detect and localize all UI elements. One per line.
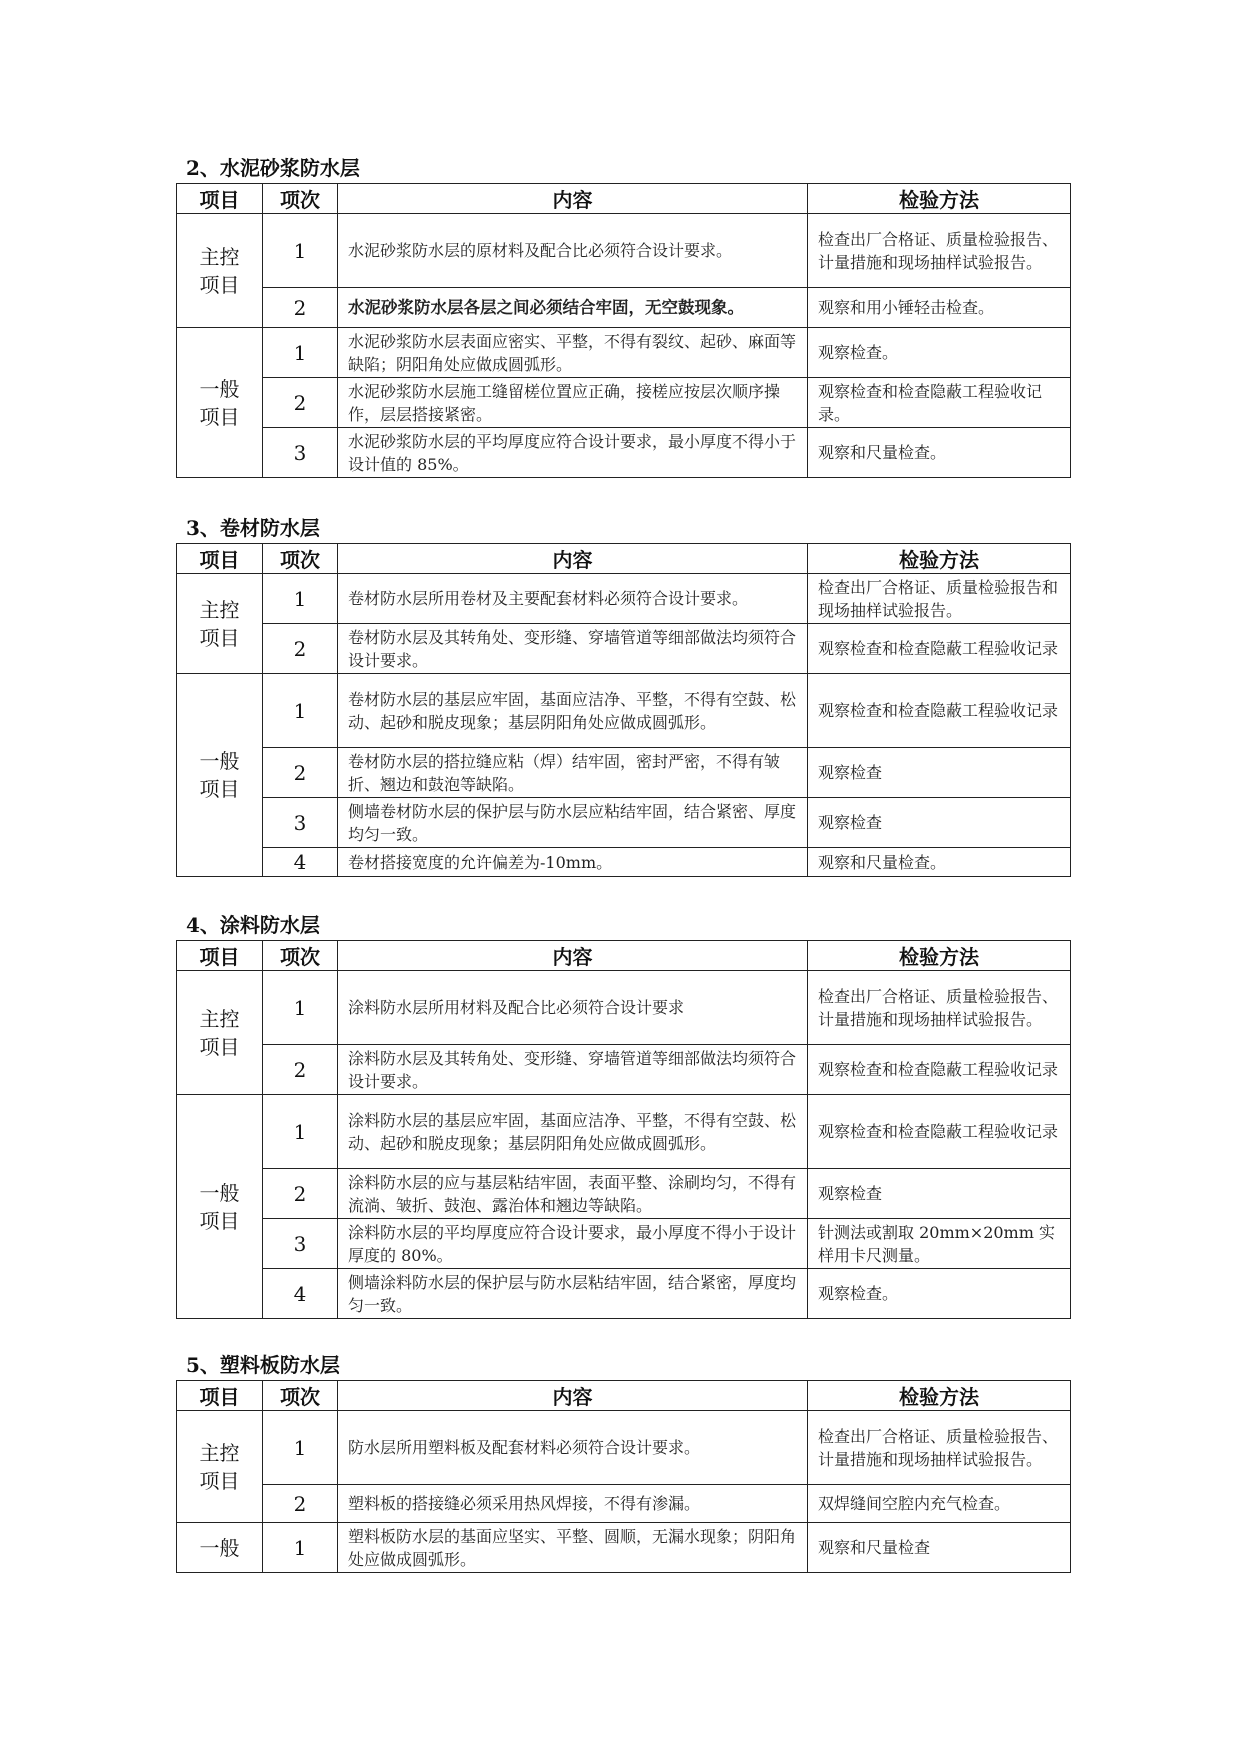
table-row <box>177 288 1071 328</box>
row-number: 2 <box>263 378 338 428</box>
table-row <box>177 798 1071 848</box>
row-method: 观察检查和检查隐蔽工程验收记录 <box>808 1095 1071 1169</box>
header-method: 检验方法 <box>808 1381 1071 1411</box>
row-content: 水泥砂浆防水层的平均厚度应符合设计要求，最小厚度不得小于设计值的 85%。 <box>338 428 808 478</box>
row-content: 水泥砂浆防水层表面应密实、平整，不得有裂纹、起砂、麻面等缺陷；阴阳角处应做成圆弧形。 <box>338 328 808 378</box>
header-no: 项次 <box>263 1381 338 1411</box>
row-method: 双焊缝间空腔内充气检查。 <box>808 1485 1071 1523</box>
table-row <box>177 1219 1071 1269</box>
row-content: 涂料防水层的平均厚度应符合设计要求，最小厚度不得小于设计厚度的 80%。 <box>338 1219 808 1269</box>
table-row <box>177 1045 1071 1095</box>
group-label: 一般 项目 <box>177 674 263 877</box>
row-number: 2 <box>263 1485 338 1523</box>
row-number: 2 <box>263 288 338 328</box>
row-number: 1 <box>263 971 338 1045</box>
row-method: 观察和尺量检查。 <box>808 428 1071 478</box>
group-label: 一般 <box>177 1523 263 1573</box>
row-content: 侧墙卷材防水层的保护层与防水层应粘结牢固，结合紧密、厚度均匀一致。 <box>338 798 808 848</box>
table-row <box>177 848 1071 877</box>
row-number: 1 <box>263 574 338 624</box>
group-label: 一般 项目 <box>177 328 263 478</box>
table-row <box>177 674 1071 748</box>
row-number: 1 <box>263 214 338 288</box>
header-method: 检验方法 <box>808 941 1071 971</box>
row-content: 涂料防水层的应与基层粘结牢固，表面平整、涂刷均匀，不得有流淌、皱折、鼓泡、露治体和翘边等缺陷。 <box>338 1169 808 1219</box>
row-method: 观察检查和检查隐蔽工程验收记录 <box>808 674 1071 748</box>
row-content: 卷材防水层的搭拉缝应粘（焊）结牢固，密封严密，不得有皱折、翘边和鼓泡等缺陷。 <box>338 748 808 798</box>
row-number: 3 <box>263 798 338 848</box>
row-content: 涂料防水层及其转角处、变形缝、穿墙管道等细部做法均须符合设计要求。 <box>338 1045 808 1095</box>
section-title: 3、卷材防水层 <box>186 516 320 540</box>
table-row <box>177 1485 1071 1523</box>
row-content: 防水层所用塑料板及配套材料必须符合设计要求。 <box>338 1411 808 1485</box>
table-row <box>177 1523 1071 1573</box>
row-number: 4 <box>263 1269 338 1319</box>
row-method: 检查出厂合格证、质量检验报告、计量措施和现场抽样试验报告。 <box>808 1411 1071 1485</box>
table-row <box>177 624 1071 674</box>
row-content: 卷材防水层所用卷材及主要配套材料必须符合设计要求。 <box>338 574 808 624</box>
row-number: 2 <box>263 1045 338 1095</box>
row-content: 卷材搭接宽度的允许偏差为-10mm。 <box>338 848 808 877</box>
row-number: 3 <box>263 428 338 478</box>
row-content: 卷材防水层的基层应牢固，基面应洁净、平整，不得有空鼓、松动、起砂和脱皮现象；基层阴阳角处应做成圆弧形。 <box>338 674 808 748</box>
group-label: 一般 项目 <box>177 1095 263 1319</box>
table-header-row <box>177 544 1071 574</box>
header-no: 项次 <box>263 941 338 971</box>
row-number: 2 <box>263 1169 338 1219</box>
row-method: 观察检查 <box>808 748 1071 798</box>
header-no: 项次 <box>263 544 338 574</box>
row-content: 塑料板防水层的基面应坚实、平整、圆顺，无漏水现象；阴阳角处应做成圆弧形。 <box>338 1523 808 1573</box>
row-content: 塑料板的搭接缝必须采用热风焊接，不得有渗漏。 <box>338 1485 808 1523</box>
group-label: 主控 项目 <box>177 214 263 328</box>
section-title: 4、涂料防水层 <box>186 913 320 937</box>
group-label: 主控 项目 <box>177 971 263 1095</box>
row-method: 观察和尺量检查 <box>808 1523 1071 1573</box>
inspection-table <box>176 183 1071 478</box>
inspection-table <box>176 1380 1071 1573</box>
row-method: 观察检查。 <box>808 328 1071 378</box>
row-method: 观察检查 <box>808 798 1071 848</box>
row-method: 观察检查和检查隐蔽工程验收记录。 <box>808 378 1071 428</box>
row-method: 观察检查 <box>808 1169 1071 1219</box>
header-method: 检验方法 <box>808 544 1071 574</box>
table-row <box>177 214 1071 288</box>
table-row <box>177 1169 1071 1219</box>
row-content: 水泥砂浆防水层施工缝留槎位置应正确，接槎应按层次顺序操作，层层搭接紧密。 <box>338 378 808 428</box>
inspection-table <box>176 543 1071 877</box>
row-number: 1 <box>263 1095 338 1169</box>
header-no: 项次 <box>263 184 338 214</box>
table-row <box>177 748 1071 798</box>
row-method: 观察和用小锤轻击检查。 <box>808 288 1071 328</box>
header-method: 检验方法 <box>808 184 1071 214</box>
table-header-row <box>177 941 1071 971</box>
row-content: 涂料防水层的基层应牢固，基面应洁净、平整，不得有空鼓、松动、起砂和脱皮现象；基层阴阳角处应做成圆弧形。 <box>338 1095 808 1169</box>
row-method: 检查出厂合格证、质量检验报告和现场抽样试验报告。 <box>808 574 1071 624</box>
header-item: 项目 <box>177 544 263 574</box>
table-row <box>177 574 1071 624</box>
table-row <box>177 971 1071 1045</box>
header-item: 项目 <box>177 1381 263 1411</box>
row-method: 针测法或割取 20mm×20mm 实样用卡尺测量。 <box>808 1219 1071 1269</box>
row-number: 4 <box>263 848 338 877</box>
row-number: 2 <box>263 748 338 798</box>
row-number: 1 <box>263 1411 338 1485</box>
group-label: 主控 项目 <box>177 1411 263 1523</box>
row-method: 检查出厂合格证、质量检验报告、计量措施和现场抽样试验报告。 <box>808 214 1071 288</box>
table-row <box>177 1095 1071 1169</box>
row-number: 2 <box>263 624 338 674</box>
row-number: 1 <box>263 328 338 378</box>
table-row <box>177 1269 1071 1319</box>
row-number: 3 <box>263 1219 338 1269</box>
header-item: 项目 <box>177 941 263 971</box>
table-row <box>177 1411 1071 1485</box>
table-header-row <box>177 184 1071 214</box>
table-row <box>177 328 1071 378</box>
row-content: 水泥砂浆防水层各层之间必须结合牢固，无空鼓现象。 <box>338 288 808 328</box>
row-method: 观察检查。 <box>808 1269 1071 1319</box>
header-content: 内容 <box>338 544 808 574</box>
table-row <box>177 428 1071 478</box>
inspection-table <box>176 940 1071 1319</box>
header-item: 项目 <box>177 184 263 214</box>
header-content: 内容 <box>338 941 808 971</box>
row-content: 水泥砂浆防水层的原材料及配合比必须符合设计要求。 <box>338 214 808 288</box>
section-title: 5、塑料板防水层 <box>186 1353 340 1377</box>
header-content: 内容 <box>338 184 808 214</box>
row-content: 侧墙涂料防水层的保护层与防水层粘结牢固，结合紧密，厚度均匀一致。 <box>338 1269 808 1319</box>
row-content: 卷材防水层及其转角处、变形缝、穿墙管道等细部做法均须符合设计要求。 <box>338 624 808 674</box>
group-label: 主控 项目 <box>177 574 263 674</box>
table-row <box>177 378 1071 428</box>
row-number: 1 <box>263 1523 338 1573</box>
row-method: 观察和尺量检查。 <box>808 848 1071 877</box>
row-method: 检查出厂合格证、质量检验报告、计量措施和现场抽样试验报告。 <box>808 971 1071 1045</box>
section-title: 2、水泥砂浆防水层 <box>186 156 360 180</box>
row-method: 观察检查和检查隐蔽工程验收记录 <box>808 624 1071 674</box>
row-number: 1 <box>263 674 338 748</box>
row-method: 观察检查和检查隐蔽工程验收记录 <box>808 1045 1071 1095</box>
table-header-row <box>177 1381 1071 1411</box>
header-content: 内容 <box>338 1381 808 1411</box>
row-content: 涂料防水层所用材料及配合比必须符合设计要求 <box>338 971 808 1045</box>
